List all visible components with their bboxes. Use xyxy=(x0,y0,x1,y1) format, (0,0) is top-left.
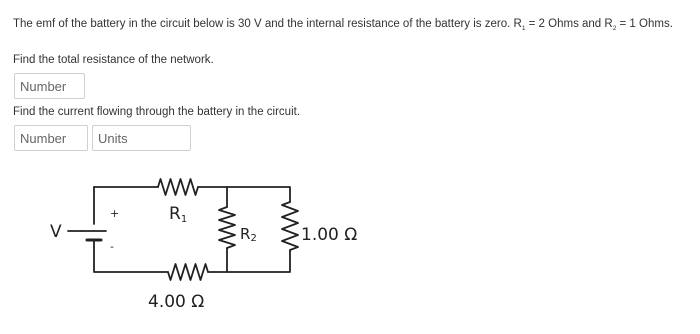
question-battery-current: Find the current flowing through the battery in the circuit. xyxy=(13,106,301,118)
right-resistor xyxy=(282,202,298,250)
bottom-resistor-label: 4.00 Ω xyxy=(148,292,205,312)
r1-label: R1 xyxy=(169,204,188,225)
r2-label: R2 xyxy=(240,225,257,244)
r2-subscript: 2 xyxy=(612,25,617,32)
r1-subscript: 1 xyxy=(521,25,526,32)
minus-sign: - xyxy=(110,240,114,253)
wire-right-lower xyxy=(208,250,290,272)
wire-top-right xyxy=(198,187,290,202)
battery-label: V xyxy=(50,222,62,242)
statement-text-part1: The emf of the battery in the circuit below is 30 V and the internal resistance of the battery is zero. R xyxy=(13,18,522,30)
r2-resistor xyxy=(219,207,235,248)
wire-bottom-left xyxy=(94,240,168,272)
right-resistor-label: 1.00 Ω xyxy=(301,225,358,245)
statement-text-part3: = 1 Ohms. xyxy=(616,18,673,30)
statement-text-part2: = 2 Ohms and R xyxy=(525,18,613,30)
r1-resistor xyxy=(158,179,198,195)
bottom-resistor xyxy=(168,264,208,280)
plus-sign: + xyxy=(110,207,120,220)
question-total-resistance: Find the total resistance of the network. xyxy=(13,54,214,66)
